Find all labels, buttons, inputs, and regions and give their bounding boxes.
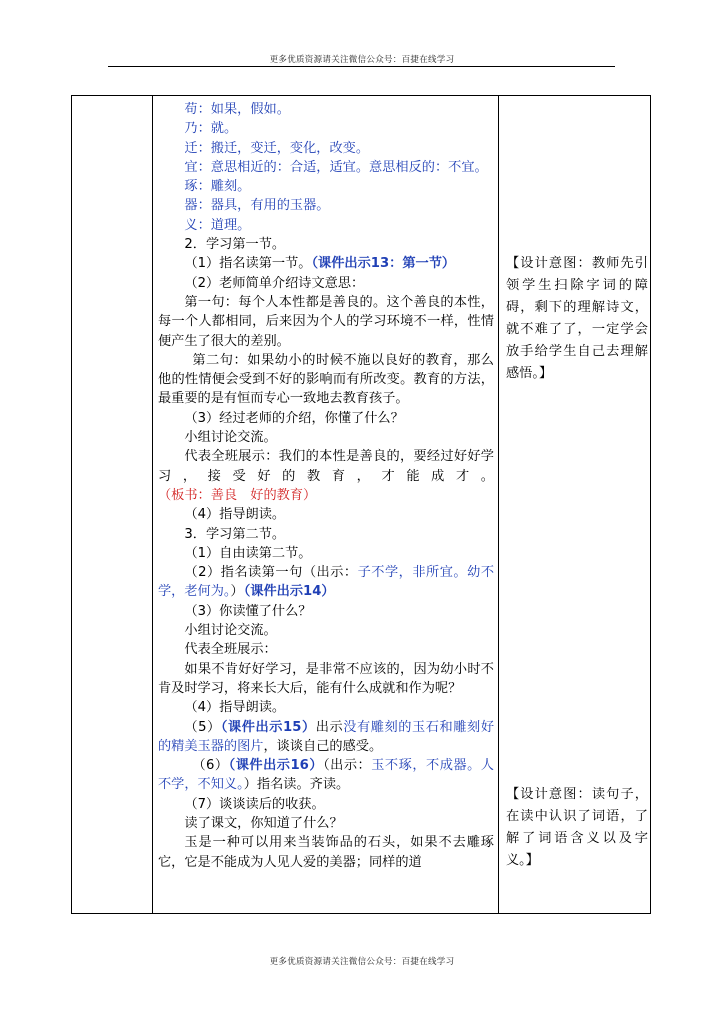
section-3-step-6 — [158, 756, 494, 795]
presentation-paragraph: 如果不肯好好学习，是非常不应该的，因为幼小时不肯及时学习，将来长大后，能有什么成就和作为呢？ — [158, 661, 494, 696]
section-3-title: 3．学习第二节。 — [184, 526, 286, 542]
step-text: （2）指名读第一句（出示： — [184, 565, 358, 581]
group-discussion: 小组讨论交流。 — [184, 623, 277, 639]
page-header: 更多优质资源请关注微信公众号：百捷在线学习 — [269, 55, 455, 65]
section-2-step-2: （2）老师简单介绍诗文意思： — [184, 275, 365, 291]
quote-text: 子不学，非所宜。幼不学，老何为。 — [158, 565, 495, 600]
courseware-ref: （课件出示15） — [220, 719, 316, 735]
column-divider-right — [498, 96, 499, 913]
vocab-qi: 器：器具，有用的玉器。 — [184, 198, 330, 214]
page-footer: 更多优质资源请关注微信公众号：百捷在线学习 — [269, 957, 455, 967]
step-text: 出示 — [315, 719, 344, 735]
lesson-table — [71, 95, 651, 914]
class-presentation: 代表全班展示： — [184, 642, 277, 658]
section-2-step-4: （4）指导朗读。 — [184, 507, 286, 523]
vocab-gou: 苟：如果，假如。 — [184, 102, 290, 117]
vocab-zhuo: 琢：雕刻。 — [184, 179, 251, 195]
section-3-step-5 — [158, 718, 494, 757]
teaching-process-cell — [158, 100, 494, 872]
column-divider-left — [152, 96, 153, 913]
step-number: （6） — [192, 758, 229, 774]
second-sentence-explain: 第二句：如果幼小的时候不施以良好的教育，那么他的性情便会受到不好的影响而有所改变。教育的方法，最重要的是有恒而专心一致地去教育孩子。 — [158, 352, 494, 407]
group-discussion: 小组讨论交流。 — [184, 430, 277, 446]
vocab-yi-meaning: 义：道理。 — [184, 217, 251, 233]
class-presentation — [158, 447, 494, 505]
vocab-yi: 宜：意思相近的：合适，适宜。意思相反的：不宜。 — [184, 159, 488, 175]
courseware-ref: （课件出示14） — [243, 584, 335, 600]
first-sentence-explain: 第一句：每个人本性都是善良的。这个善良的本性，每一个人都相同，后来因为个人的学习环境不一样，性情便产生了很大的差别。 — [158, 294, 494, 349]
step-text-end: ） — [230, 584, 244, 600]
vocab-qian: 迁：搬迁，变迁，变化，改变。 — [184, 140, 370, 156]
section-3-step-7: （7）谈谈读后的收获。 — [184, 796, 325, 812]
step-text-end: ）指名读。齐读。 — [243, 777, 350, 793]
step-text: （1）指名读第一节。 — [184, 256, 312, 272]
image-description: 没有雕刻的玉石和雕刻好的精美玉器的图片 — [158, 719, 495, 754]
quote-text: 玉不琢，不成器。人不学，不知义。 — [158, 758, 494, 793]
knowledge-question: 读了课文，你知道了什么？ — [184, 815, 343, 831]
presentation-text: 代表全班展示：我们的本性是善良的，要经过好好学习，接受好的教育，才能成才。 — [158, 449, 494, 484]
design-intent-note-1: 【设计意图：教师先引领学生扫除字词的障碍，剩下的理解诗文，就不难了了，一定学会放手给学生自己去理解感悟。】 — [506, 256, 648, 381]
design-intent-note-2: 【设计意图：读句子，在读中认识了词语，了解了词语含义以及字义。】 — [506, 787, 648, 868]
section-3-step-1: （1）自由读第二节。 — [184, 545, 312, 561]
section-3-step-3: （3）你读懂了什么？ — [184, 603, 312, 619]
section-2-step-1 — [158, 254, 494, 273]
step-text: （出示： — [323, 758, 372, 774]
courseware-ref: （课件出示16） — [228, 758, 324, 774]
vocab-nai: 乃：就。 — [184, 121, 238, 137]
courseware-ref: （课件出示13：第一节） — [311, 256, 456, 272]
section-3-step-4: （4）指导朗读。 — [184, 700, 286, 716]
section-2-step-3: （3）经过老师的介绍，你懂了什么？ — [184, 410, 404, 426]
section-3-step-2 — [158, 563, 494, 602]
step-text-end: ，谈谈自己的感受。 — [263, 738, 383, 754]
step-number: （5） — [184, 719, 221, 735]
board-note: （板书：善良 好的教育） — [158, 487, 317, 503]
section-2-title: 2．学习第一节。 — [184, 237, 286, 253]
closing-paragraph: 玉是一种可以用来当装饰品的石头，如果不去雕琢它，它是不能成为人见人爱的美器；同样的道 — [158, 835, 494, 870]
header-rule — [108, 66, 615, 67]
